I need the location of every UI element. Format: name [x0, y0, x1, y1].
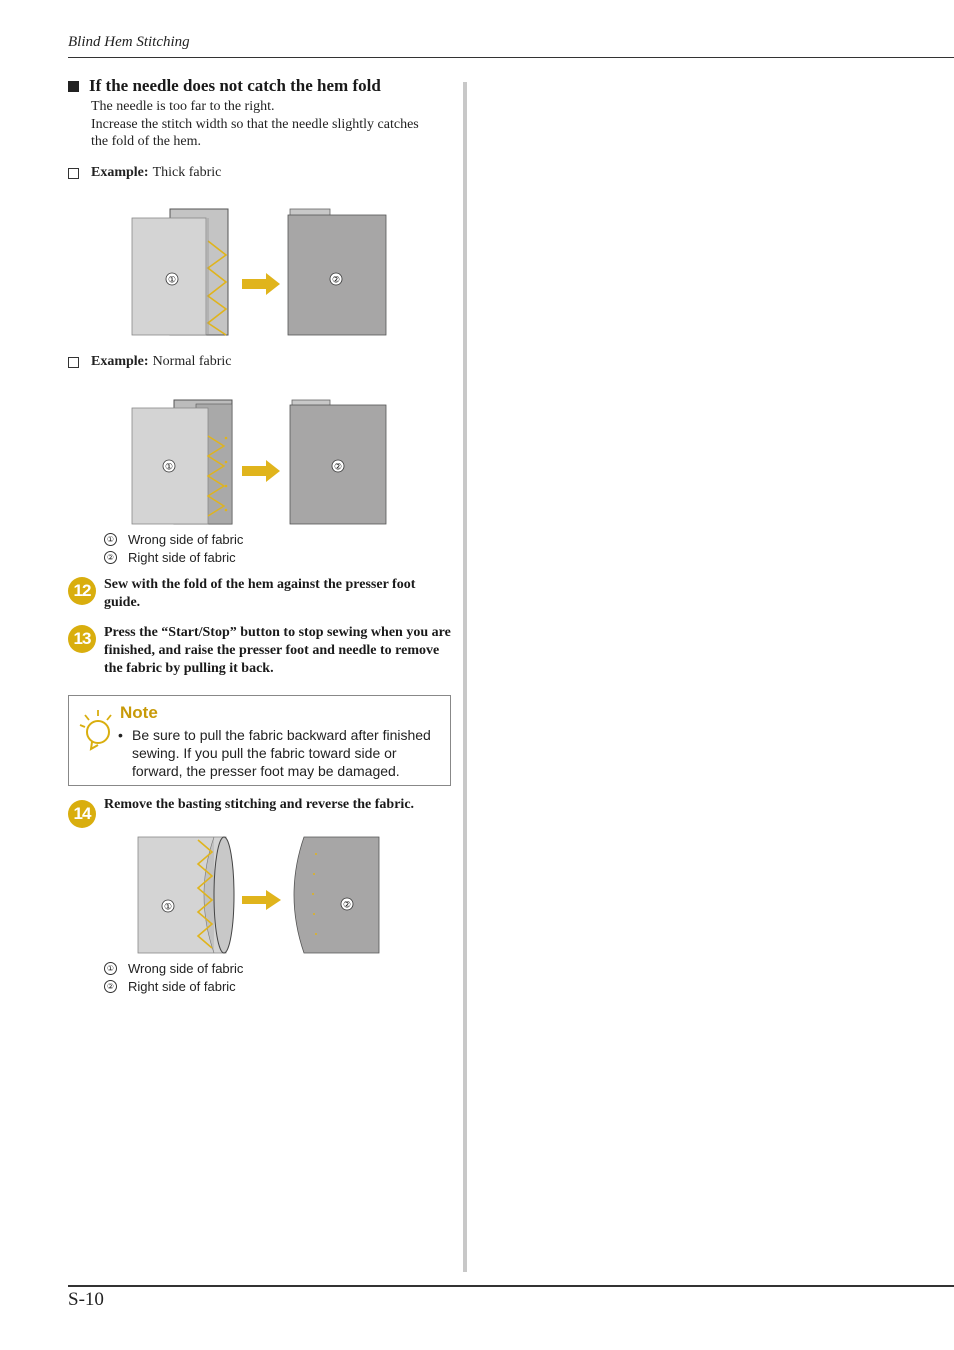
step-14: [68, 796, 452, 828]
lightbulb-icon: [78, 708, 116, 752]
arrow-right-icon: [242, 890, 281, 910]
normal-fabric-figure: [130, 396, 392, 528]
step-text: Press the “Start/Stop” button to stop sewing when you are finished, and raise the presser foot and needle to remove the fabric by pulling it back.: [104, 625, 451, 676]
square-bullet-icon: [68, 81, 79, 92]
figure-legend: [104, 960, 243, 995]
header-rule: [68, 57, 954, 58]
legend-text: Wrong side of fabric: [128, 532, 244, 548]
step-number-badge: 12: [68, 577, 96, 605]
legend-marker: ②: [104, 551, 117, 564]
legend-item: [104, 531, 243, 549]
note-text: Be sure to pull the fabric backward after finished sewing. If you pull the fabric toward side or forward, the presser foot may be damaged.: [132, 727, 431, 779]
reverse-fabric-figure: [136, 834, 386, 958]
step-text: Remove the basting stitching and reverse the fabric.: [104, 797, 415, 812]
thick-fabric-figure: [130, 205, 392, 340]
figure-legend: [104, 531, 243, 566]
marker-2-label: ②: [333, 461, 343, 472]
arrow-right-icon: [242, 460, 280, 482]
step-12: [68, 576, 452, 612]
legend-item: [104, 549, 243, 567]
legend-text: Right side of fabric: [128, 978, 236, 994]
example-normal: [68, 354, 231, 370]
section-title: [68, 76, 381, 96]
marker-2-label: ②: [331, 274, 341, 285]
note-title: Note: [120, 703, 158, 722]
section-body: [91, 98, 453, 151]
step-13: [68, 624, 452, 678]
step-number-badge: 13: [68, 625, 96, 653]
body-line: Increase the stitch width so that the needle slightly catches: [91, 116, 419, 132]
body-line: the fold of the hem.: [91, 134, 202, 149]
arrow-right-icon: [242, 273, 280, 295]
legend-marker: ②: [104, 980, 117, 993]
example-thick: [68, 165, 221, 181]
fabric-roll: [214, 837, 234, 953]
example-value: Normal fabric: [152, 354, 232, 369]
section-title-text: If the needle does not catch the hem fold: [89, 76, 381, 95]
example-label: Example:: [91, 165, 149, 180]
right-side-panel: [294, 837, 379, 953]
column-divider: [463, 82, 467, 1272]
running-title: Blind Hem Stitching: [68, 34, 190, 50]
example-label: Example:: [91, 354, 149, 369]
step-number-badge: 14: [68, 800, 96, 828]
marker-1-label: ①: [167, 274, 177, 285]
legend-item: [104, 978, 243, 996]
body-line: The needle is too far to the right.: [91, 99, 275, 114]
box-bullet-icon: [68, 168, 79, 179]
box-bullet-icon: [68, 357, 79, 368]
legend-item: [104, 960, 243, 978]
legend-marker: ①: [104, 962, 117, 975]
legend-text: Right side of fabric: [128, 549, 236, 565]
example-value: Thick fabric: [152, 165, 222, 180]
marker-1-label: ①: [163, 901, 173, 912]
marker-1-label: ①: [164, 461, 174, 472]
legend-text: Wrong side of fabric: [128, 961, 244, 977]
footer-rule: [68, 1285, 954, 1287]
note-body: [118, 726, 448, 780]
marker-2-label: ②: [342, 899, 352, 910]
bullet: •: [118, 727, 123, 743]
legend-marker: ①: [104, 533, 117, 546]
page-number: S-10: [68, 1289, 104, 1310]
step-text: Sew with the fold of the hem against the presser foot guide.: [104, 577, 416, 610]
